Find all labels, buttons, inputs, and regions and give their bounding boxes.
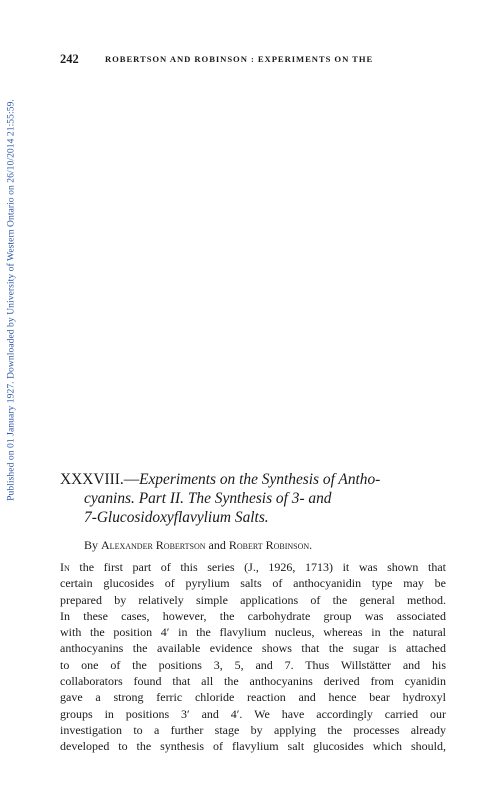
- title-line-1: XXXVIII.—Experiments on the Synthesis of Antho-: [60, 471, 381, 488]
- download-watermark-text: Published on 01 January 1927. Downloaded by University of Western Ontario on 26/10/2014 21:55:59.: [5, 99, 17, 501]
- body-line: to one of the positions 3, 5, and 7. Thus Willstätter and his: [60, 657, 446, 672]
- body-line: prepared by relatively simple applications of the general method.: [60, 592, 446, 607]
- author-1: Alexander Robertson: [101, 538, 206, 552]
- body-line: developed to the synthesis of flavylium salt glucosides which should,: [60, 739, 446, 754]
- article-title: [60, 470, 454, 527]
- title-line-3: [60, 508, 454, 527]
- title-line-3-text: 7-Glucosidoxyflavylium Salts.: [84, 509, 269, 526]
- download-watermark: [2, 60, 20, 540]
- body-line: with the position 4′ in the flavylium nucleus, whereas in the natural: [60, 625, 446, 640]
- body-line: investigation to a further stage by applying the processes already: [60, 722, 446, 737]
- title-numeral: XXXVIII.: [60, 471, 124, 488]
- page-header: [60, 52, 450, 68]
- body-line: [60, 559, 446, 575]
- article-body: [60, 559, 446, 755]
- running-head: ROBERTSON AND ROBINSON : EXPERIMENTS ON THE: [105, 54, 374, 64]
- body-line-text: the first part of this series (J., 1926, 1713) it was shown that: [69, 560, 446, 574]
- body-line: certain glucosides of pyrylium salts of anthocyanidin type may be: [60, 576, 446, 591]
- body-line: groups in positions 3′ and 4′. We have accordingly carried our: [60, 706, 446, 721]
- author-byline: [84, 538, 312, 553]
- title-line-2-text: cyanins. Part II. The Synthesis of 3- and: [84, 490, 332, 507]
- byline-by: By: [84, 538, 99, 552]
- byline-and: and: [208, 538, 226, 552]
- body-line: anthocyanins the available evidence shows that the sugar is attached: [60, 641, 446, 656]
- title-line-2: [60, 489, 454, 508]
- drop-cap: In: [60, 560, 70, 574]
- author-2: Robert Robinson.: [228, 538, 313, 552]
- title-line-1-text: Experiments on the Synthesis of Antho-: [139, 471, 381, 488]
- body-line: collaborators found that all the anthocyanins derived from cyanidin: [60, 674, 446, 689]
- body-line: gave a strong ferric chloride reaction and hence bear hydroxyl: [60, 690, 446, 705]
- body-line: In these cases, however, the carbohydrate group was associated: [60, 608, 446, 623]
- page-number: 242: [60, 52, 79, 66]
